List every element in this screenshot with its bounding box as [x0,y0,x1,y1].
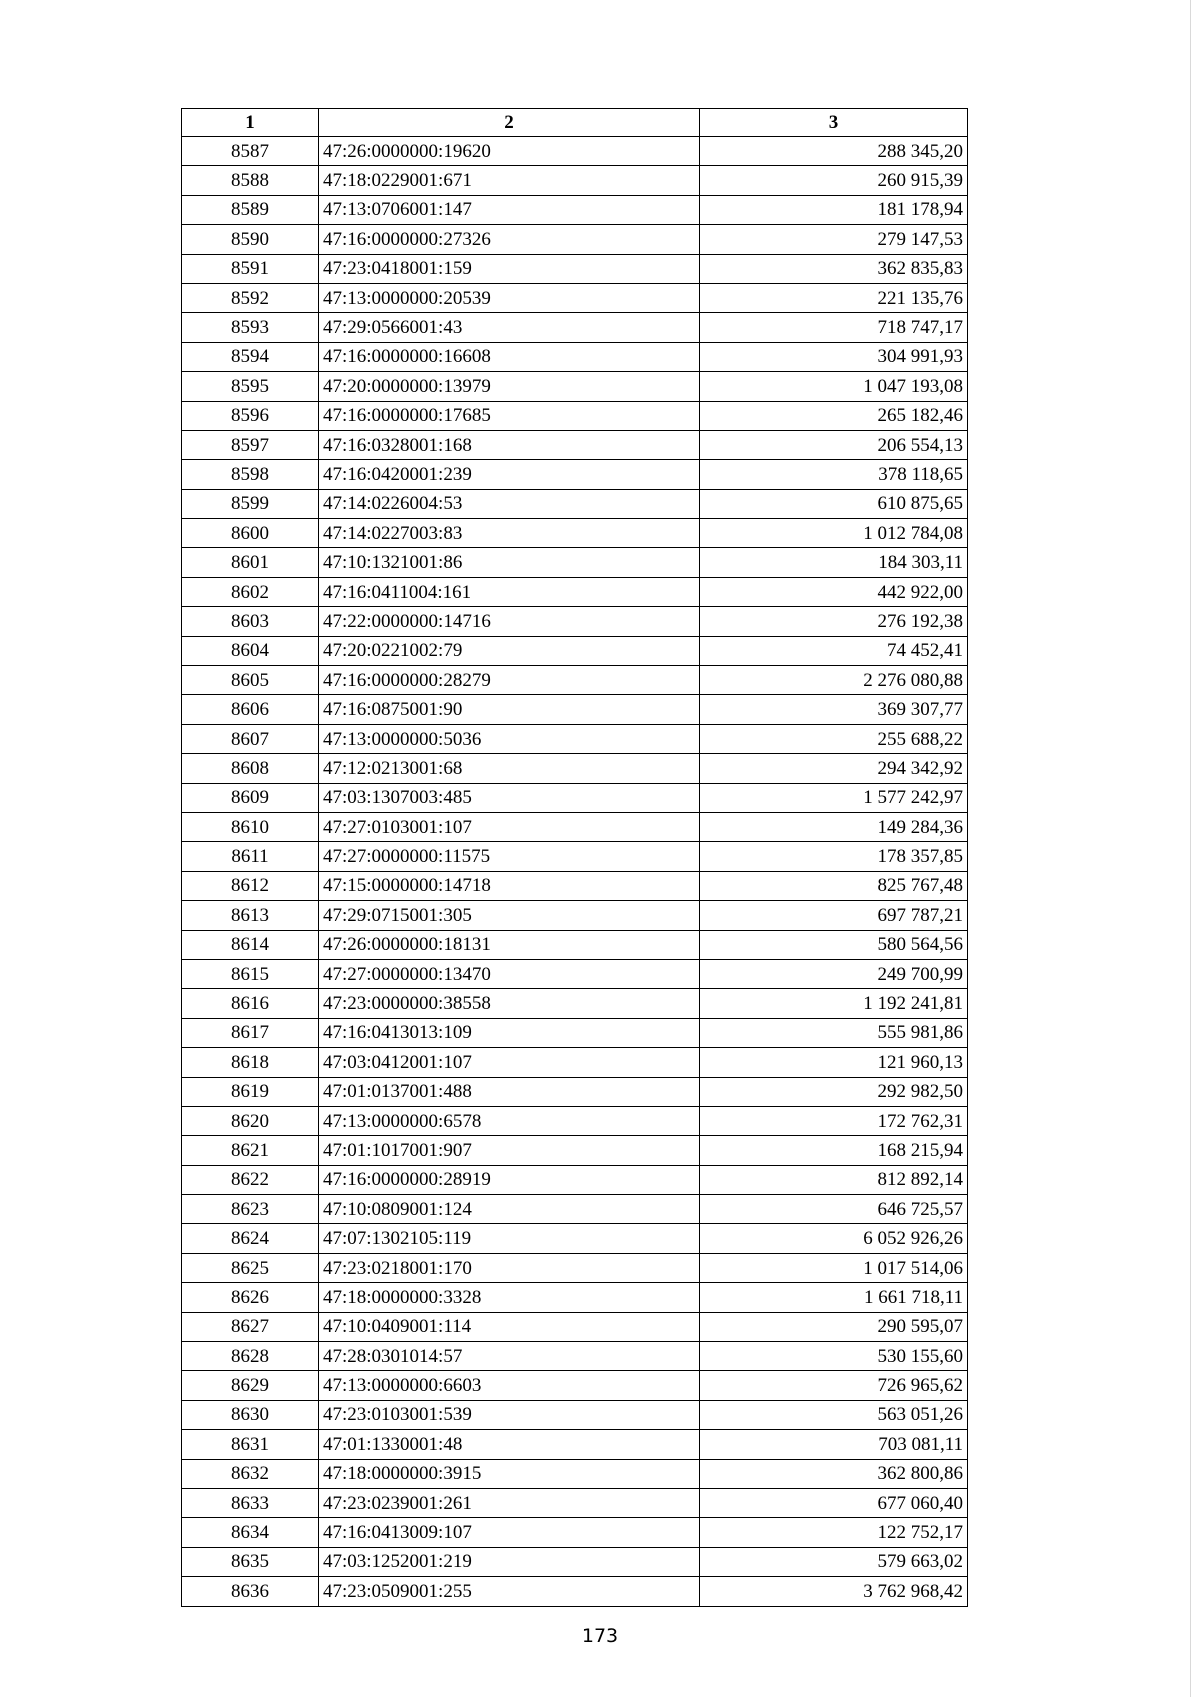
cadastral-number-cell: 47:26:0000000:19620 [319,137,700,166]
table-row [182,460,968,489]
cadastral-number-cell: 47:28:0301014:57 [319,1342,700,1371]
row-number-cell: 8603 [182,607,319,636]
row-number-cell: 8610 [182,812,319,841]
table-row [182,166,968,195]
row-number-cell: 8634 [182,1518,319,1547]
value-cell: 288 345,20 [700,137,968,166]
cadastral-number-cell: 47:23:0218001:170 [319,1253,700,1282]
cadastral-number-cell: 47:03:1307003:485 [319,783,700,812]
value-cell: 178 357,85 [700,842,968,871]
table-row [182,254,968,283]
value-cell: 206 554,13 [700,430,968,459]
value-cell: 1 012 784,08 [700,519,968,548]
table-row [182,754,968,783]
value-cell: 362 835,83 [700,254,968,283]
table-row [182,489,968,518]
cadastral-number-cell: 47:27:0000000:13470 [319,959,700,988]
page-edge-rule [1190,0,1191,1697]
value-cell: 646 725,57 [700,1195,968,1224]
value-cell: 697 787,21 [700,901,968,930]
cadastral-number-cell: 47:16:0000000:27326 [319,225,700,254]
row-number-cell: 8607 [182,724,319,753]
cadastral-number-cell: 47:14:0227003:83 [319,519,700,548]
cadastral-number-cell: 47:20:0221002:79 [319,636,700,665]
table-row [182,959,968,988]
value-cell: 1 017 514,06 [700,1253,968,1282]
row-number-cell: 8614 [182,930,319,959]
table-row [182,1577,968,1606]
row-number-cell: 8615 [182,959,319,988]
table-row [182,989,968,1018]
row-number-cell: 8616 [182,989,319,1018]
row-number-cell: 8626 [182,1283,319,1312]
table-row [182,1547,968,1576]
cadastral-number-cell: 47:03:1252001:219 [319,1547,700,1576]
table-row [182,724,968,753]
value-cell: 294 342,92 [700,754,968,783]
value-cell: 279 147,53 [700,225,968,254]
table-row [182,1048,968,1077]
value-cell: 3 762 968,42 [700,1577,968,1606]
value-cell: 122 752,17 [700,1518,968,1547]
row-number-cell: 8608 [182,754,319,783]
row-number-cell: 8613 [182,901,319,930]
row-number-cell: 8605 [182,666,319,695]
table-row [182,137,968,166]
cadastral-number-cell: 47:13:0000000:6603 [319,1371,700,1400]
cadastral-number-cell: 47:23:0000000:38558 [319,989,700,1018]
table-row [182,695,968,724]
cadastral-number-cell: 47:27:0000000:11575 [319,842,700,871]
row-number-cell: 8596 [182,401,319,430]
cadastral-number-cell: 47:03:0412001:107 [319,1048,700,1077]
cadastral-number-cell: 47:16:0411004:161 [319,577,700,606]
page-number: 173 [581,1625,619,1647]
value-cell: 677 060,40 [700,1488,968,1517]
cadastral-number-cell: 47:16:0420001:239 [319,460,700,489]
value-cell: 221 135,76 [700,283,968,312]
value-cell: 265 182,46 [700,401,968,430]
row-number-cell: 8599 [182,489,319,518]
cadastral-number-cell: 47:14:0226004:53 [319,489,700,518]
value-cell: 121 960,13 [700,1048,968,1077]
value-cell: 563 051,26 [700,1400,968,1429]
table-row [182,1342,968,1371]
table-row [182,195,968,224]
table-row [182,1312,968,1341]
table-row [182,1459,968,1488]
value-cell: 1 661 718,11 [700,1283,968,1312]
value-cell: 149 284,36 [700,812,968,841]
value-cell: 610 875,65 [700,489,968,518]
value-cell: 2 276 080,88 [700,666,968,695]
table-row [182,1371,968,1400]
table-row [182,1430,968,1459]
table-row [182,783,968,812]
cadastral-number-cell: 47:18:0000000:3328 [319,1283,700,1312]
cadastral-number-cell: 47:23:0239001:261 [319,1488,700,1517]
row-number-cell: 8588 [182,166,319,195]
row-number-cell: 8628 [182,1342,319,1371]
row-number-cell: 8636 [182,1577,319,1606]
table-row [182,871,968,900]
table-row [182,812,968,841]
row-number-cell: 8600 [182,519,319,548]
table-row [182,548,968,577]
row-number-cell: 8590 [182,225,319,254]
table-row [182,1106,968,1135]
table-row [182,842,968,871]
row-number-cell: 8625 [182,1253,319,1282]
table-row [182,313,968,342]
row-number-cell: 8622 [182,1165,319,1194]
value-cell: 555 981,86 [700,1018,968,1047]
row-number-cell: 8609 [182,783,319,812]
value-cell: 181 178,94 [700,195,968,224]
value-cell: 726 965,62 [700,1371,968,1400]
cadastral-value-table [181,108,968,1607]
table-row [182,401,968,430]
value-cell: 304 991,93 [700,342,968,371]
row-number-cell: 8633 [182,1488,319,1517]
cadastral-number-cell: 47:20:0000000:13979 [319,372,700,401]
cadastral-number-cell: 47:16:0413009:107 [319,1518,700,1547]
value-cell: 184 303,11 [700,548,968,577]
cadastral-number-cell: 47:13:0706001:147 [319,195,700,224]
cadastral-number-cell: 47:10:1321001:86 [319,548,700,577]
value-cell: 292 982,50 [700,1077,968,1106]
row-number-cell: 8595 [182,372,319,401]
table-row [182,636,968,665]
value-cell: 442 922,00 [700,577,968,606]
row-number-cell: 8594 [182,342,319,371]
row-number-cell: 8606 [182,695,319,724]
cadastral-number-cell: 47:13:0000000:6578 [319,1106,700,1135]
row-number-cell: 8618 [182,1048,319,1077]
cadastral-number-cell: 47:16:0000000:17685 [319,401,700,430]
row-number-cell: 8587 [182,137,319,166]
table-row [182,1018,968,1047]
row-number-cell: 8591 [182,254,319,283]
table-row [182,1077,968,1106]
cadastral-number-cell: 47:29:0715001:305 [319,901,700,930]
table-row [182,225,968,254]
cadastral-number-cell: 47:12:0213001:68 [319,754,700,783]
cadastral-number-cell: 47:26:0000000:18131 [319,930,700,959]
value-cell: 580 564,56 [700,930,968,959]
value-cell: 168 215,94 [700,1136,968,1165]
cadastral-number-cell: 47:15:0000000:14718 [319,871,700,900]
value-cell: 1 192 241,81 [700,989,968,1018]
table-row [182,1253,968,1282]
value-cell: 812 892,14 [700,1165,968,1194]
table-row [182,1224,968,1253]
cadastral-number-cell: 47:10:0809001:124 [319,1195,700,1224]
table-row [182,666,968,695]
table-body [182,137,968,1607]
row-number-cell: 8593 [182,313,319,342]
table-row [182,1195,968,1224]
value-cell: 172 762,31 [700,1106,968,1135]
table-row [182,577,968,606]
cadastral-number-cell: 47:16:0000000:16608 [319,342,700,371]
cadastral-number-cell: 47:29:0566001:43 [319,313,700,342]
cadastral-number-cell: 47:13:0000000:5036 [319,724,700,753]
value-cell: 825 767,48 [700,871,968,900]
value-cell: 703 081,11 [700,1430,968,1459]
table-row [182,607,968,636]
value-cell: 530 155,60 [700,1342,968,1371]
row-number-cell: 8627 [182,1312,319,1341]
table-row [182,1136,968,1165]
table-row [182,1400,968,1429]
cadastral-number-cell: 47:23:0418001:159 [319,254,700,283]
row-number-cell: 8589 [182,195,319,224]
value-cell: 290 595,07 [700,1312,968,1341]
cadastral-number-cell: 47:01:0137001:488 [319,1077,700,1106]
cadastral-number-cell: 47:16:0000000:28279 [319,666,700,695]
value-cell: 260 915,39 [700,166,968,195]
value-cell: 1 577 242,97 [700,783,968,812]
cadastral-number-cell: 47:07:1302105:119 [319,1224,700,1253]
table-row [182,519,968,548]
cadastral-number-cell: 47:16:0328001:168 [319,430,700,459]
value-cell: 579 663,02 [700,1547,968,1576]
row-number-cell: 8619 [182,1077,319,1106]
cadastral-number-cell: 47:23:0509001:255 [319,1577,700,1606]
table-row [182,372,968,401]
cadastral-number-cell: 47:27:0103001:107 [319,812,700,841]
row-number-cell: 8631 [182,1430,319,1459]
table-row [182,1165,968,1194]
row-number-cell: 8612 [182,871,319,900]
row-number-cell: 8617 [182,1018,319,1047]
cadastral-number-cell: 47:01:1017001:907 [319,1136,700,1165]
row-number-cell: 8620 [182,1106,319,1135]
cadastral-number-cell: 47:18:0229001:671 [319,166,700,195]
table-row [182,1488,968,1517]
cadastral-number-cell: 47:01:1330001:48 [319,1430,700,1459]
table-row [182,1283,968,1312]
row-number-cell: 8604 [182,636,319,665]
value-cell: 369 307,77 [700,695,968,724]
column-header-2: 2 [319,109,700,137]
value-cell: 1 047 193,08 [700,372,968,401]
cadastral-number-cell: 47:16:0000000:28919 [319,1165,700,1194]
cadastral-number-cell: 47:22:0000000:14716 [319,607,700,636]
row-number-cell: 8624 [182,1224,319,1253]
cadastral-number-cell: 47:16:0413013:109 [319,1018,700,1047]
value-cell: 249 700,99 [700,959,968,988]
value-cell: 6 052 926,26 [700,1224,968,1253]
row-number-cell: 8630 [182,1400,319,1429]
row-number-cell: 8598 [182,460,319,489]
cadastral-number-cell: 47:18:0000000:3915 [319,1459,700,1488]
table-row [182,1518,968,1547]
row-number-cell: 8602 [182,577,319,606]
cadastral-number-cell: 47:10:0409001:114 [319,1312,700,1341]
value-cell: 718 747,17 [700,313,968,342]
row-number-cell: 8629 [182,1371,319,1400]
cadastral-number-cell: 47:16:0875001:90 [319,695,700,724]
cadastral-number-cell: 47:23:0103001:539 [319,1400,700,1429]
value-cell: 74 452,41 [700,636,968,665]
table-row [182,930,968,959]
row-number-cell: 8623 [182,1195,319,1224]
value-cell: 362 800,86 [700,1459,968,1488]
value-cell: 255 688,22 [700,724,968,753]
row-number-cell: 8621 [182,1136,319,1165]
column-header-1: 1 [182,109,319,137]
row-number-cell: 8592 [182,283,319,312]
table-header-row [182,109,968,137]
value-cell: 276 192,38 [700,607,968,636]
row-number-cell: 8597 [182,430,319,459]
row-number-cell: 8632 [182,1459,319,1488]
cadastral-number-cell: 47:13:0000000:20539 [319,283,700,312]
table-row [182,283,968,312]
value-cell: 378 118,65 [700,460,968,489]
row-number-cell: 8635 [182,1547,319,1576]
column-header-3: 3 [700,109,968,137]
table-row [182,901,968,930]
table-row [182,342,968,371]
row-number-cell: 8601 [182,548,319,577]
table-row [182,430,968,459]
row-number-cell: 8611 [182,842,319,871]
